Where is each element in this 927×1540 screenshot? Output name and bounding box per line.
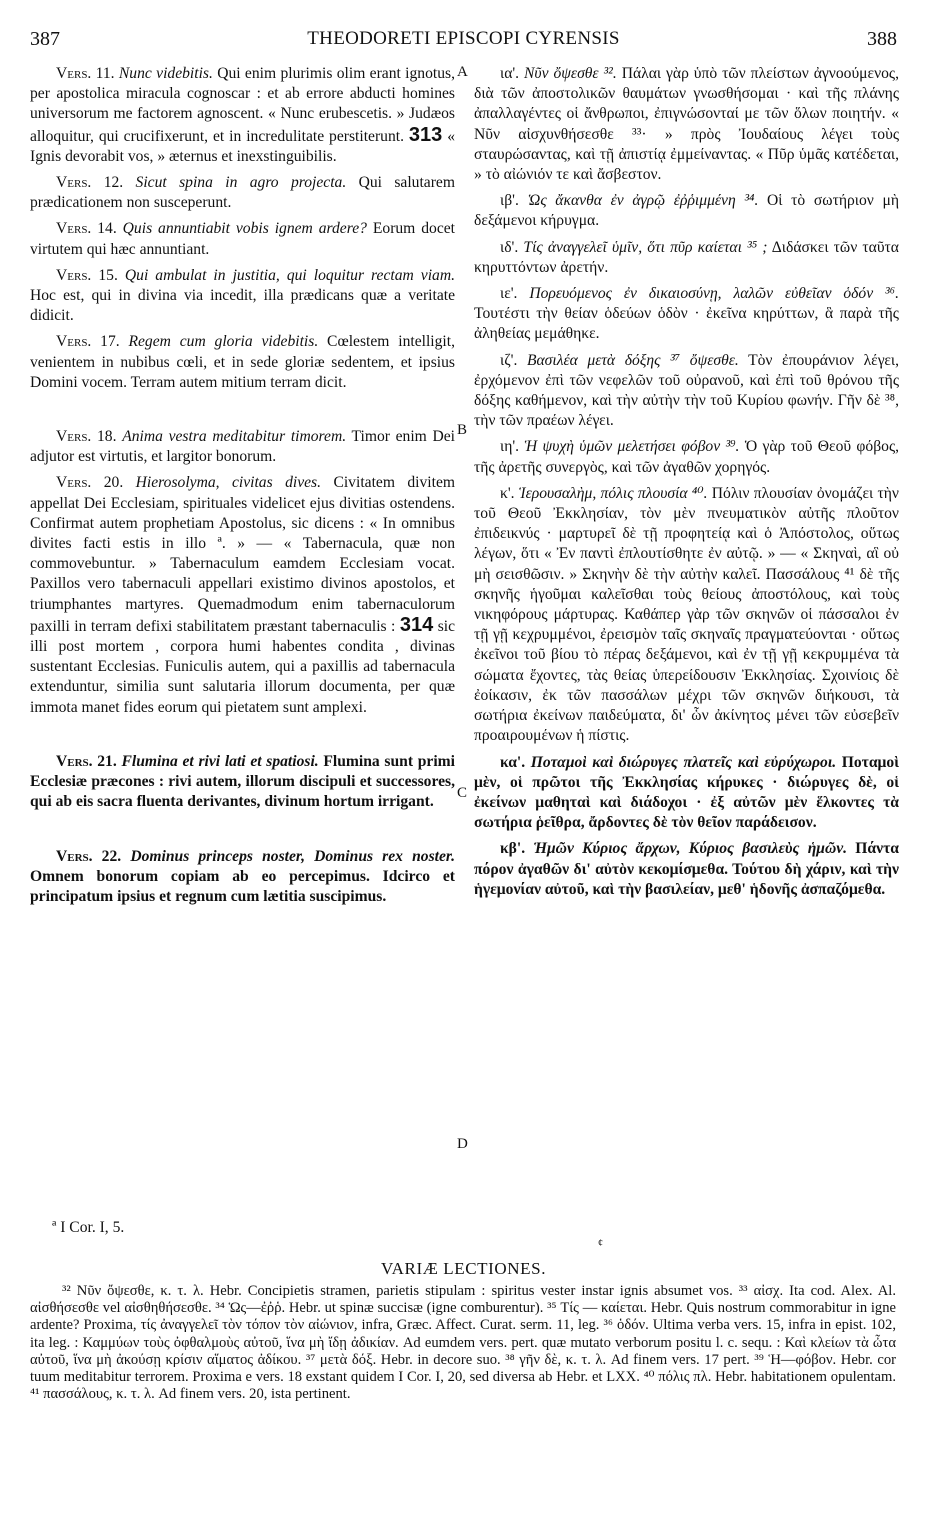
greek-verse-11: ια'. Νῦν ὄψεσθε ³². Πάλαι γὰρ ὑπὸ τῶν πλείστων ἀγνοούμενος, διὰ τῶν ἀποστολικῶν θαυμάτων γνωσθήσομαι · καὶ τῆς πλάνης ἀπαλλαγέντες οἱ ἄνθρωποι, ἐπιγνώσονταί με τῶν ὅλων ποιητήν. « Νῦν αἰσχυνθήσεσθε ³³· » πρὸς Ἰουδαίους λέγει τοὺς σταυρώσαντας, καὶ τῇ ἀπιστίᾳ ἐμμείναντας. « Πῦρ ὑμᾶς κατέδεται, » τὸ αἰώνιόν τε καὶ ἄσβεστον. [474, 65, 900, 184]
margin-letter-c: C [457, 785, 468, 801]
greek-verse-21: κα'. Ποταμοὶ καὶ διώρυγες πλατεῖς καὶ εὐρύχωροι. Ποταμοὶ μὲν, οἱ πρῶτοι τῆς Ἐκκλησίας κήρυκες · διώρυγες δὲ, οἱ ἐκείνων μαθηταὶ καὶ διάδοχοι · ἐξ αὐτῶν μὲν ἕλκοντες τὰ σωτήρια ῥεῖθρα, ἄρδοντες δὲ τὸν θεῖον παράδεισον. [474, 753, 900, 832]
latin-verse-11: Vers. 11. Nunc videbitis. Qui enim plurimis olim erant ignotus, per apostolica miracula cognoscar : et ab errore abducti homines universorum me factorem agnoscent. « Nunc erubescetis. » Judæos alloquitur, qui crucifixerunt, et in incredulitate perstiterunt. 313 « Ignis devorabit vos, » æternus et inexstinguibilis. [30, 65, 455, 165]
variae-lectiones-title: VARIÆ LECTIONES. [380, 1259, 547, 1278]
greek-verse-18: ιη'. Ἡ ψυχὴ ὑμῶν μελετήσει φόβον ³⁹. Ὁ γὰρ τοῦ Θεοῦ φόβος, τῆς ἀρετῆς συνεργὸς, καὶ τῶν ἀγαθῶν χορηγός. [474, 438, 900, 476]
margin-letter-b: B [457, 422, 468, 438]
margin-letter-a: A [457, 64, 468, 80]
greek-verse-22: κβ'. Ἡμῶν Κύριος ἄρχων, Κύριος βασιλεὺς ἡμῶν. Πάντα πόρον ἀγαθῶν δι' αὐτὸν κεκομίσμεθα. Τούτου δὴ χάριν, καὶ τὴν ἡγεμονίαν αὐτοῦ, καὶ τὴν βασιλείαν, μεθ' ἡδονῆς ἀσπαζόμεθα. [474, 840, 899, 898]
column-number-313: 313 [408, 123, 443, 146]
latin-footnote: ª I Cor. I, 5. [52, 1219, 125, 1236]
greek-verse-17: ιζ'. Βασιλέα μετὰ δόξης ³⁷ ὄψεσθε. Τὸν ἐπουράνιον λέγει, ἐρχόμενον ἐπὶ τῶν νεφελῶν τοῦ οὐρανοῦ, καὶ ἐπὶ τοῦ θρόνου τῆς δόξης καθήμενον, καὶ τὴν αὐτὴν τὴν τοῦ Κυρίου φωνήν. Γῆν δὲ ³⁸, τὴν τῶν πραέων λέγει. [474, 351, 899, 430]
latin-verse-22: Vers. 22. Dominus princeps noster, Dominus rex noster. Omnem bonorum copiam ab eo percepimus. Idcirco et principatum ipsius et regnum cum lætitia suscipimus. [30, 847, 455, 905]
greek-verse-12: ιβ'. Ὡς ἄκανθα ἐν ἀγρῷ ἐῤῥιμμένη ³⁴. Οἱ τὸ σωτήριον μὴ δεξάμενοι κήρυγμα. [474, 192, 899, 230]
latin-verse-21: Vers. 21. Flumina et rivi lati et spatiosi. Flumina sunt primi Ecclesiæ præcones : rivi autem, illorum discipuli et successores, qui ab eis sacra fluenta derivantes, divinum hortum irrigant. [30, 752, 455, 811]
latin-verse-17: Vers. 17. Regem cum gloria videbitis. Cœlestem intelligit, venientem in nubibus cœli, et in sede gloriæ sedentem, et ipsius Domini vocem. Terram autem mitium terram dicit. [30, 333, 455, 391]
margin-letter-d: D [457, 1136, 468, 1152]
column-number-314: 314 [399, 613, 434, 636]
latin-verse-18: Vers. 18. Anima vestra meditabitur timorem. Timor enim Dei adjutor est virtutis, et largitor bonorum. [30, 428, 456, 466]
latin-verse-20: Vers. 20. Hierosolyma, civitas dives. Civitatem divitem appellat Dei Ecclesiam, spirituales videlicet ejus divitias ostendens. Confirmat autem prophetiam Apostolus, sic dicens : « In omnibus divites facti estis in illo ª. » — « Tabernacula, quæ non commovebuntur. » Tabernaculum eamdem Ecclesiam vocat. Paxillos vero tabernaculi appellari existimo divinos apostolos, et triumphantes martyres. Quemadmodum enim tabernaculorum paxilli in terram defixi stabilitatem præstant tabernaculis : 314 sic illi post mortem , corpora humi habentes condita , divinas sustentant Ecclesias. Funiculis autem, qui a paxillis ad tabernacula extenduntur, similia sunt salutaria illorum documenta, per quæ immota manet fides eorum qui pietatem sunt amplexi. [30, 474, 456, 716]
latin-verse-12: Vers. 12. Sicut spina in agro projecta. Qui salutarem prædicationem non susceperunt. [30, 174, 455, 212]
running-title: THEODORETI EPISCOPI CYRENSIS [307, 28, 620, 49]
greek-verse-15: ιε'. Πορευόμενος ἐν δικαιοσύνῃ, λαλῶν εὐθεῖαν ὁδόν ³⁶. Τουτέστι τὴν θείαν ὁδεύων ὁδὸν · ἐκεῖνα κηρύττων, ἃ παρὰ τῆς ἀληθείας μεμάθηκε. [474, 285, 899, 343]
greek-column [474, 64, 899, 906]
latin-column [30, 64, 455, 913]
latin-verse-14: Vers. 14. Quis annuntiabit vobis ignem ardere? Eorum docet virtutem qui hæc annuntiant. [30, 220, 456, 258]
center-mark: ¢ [598, 1238, 603, 1249]
variae-lectiones-text: ³² Νῦν ὄψεσθε, κ. τ. λ. Hebr. Concipietis stramen, parietis stipulam : spiritus vester instar ignis absumet vos. ³³ αἰσχ. Ita cod. Alex. Al. αἰσθήσεσθε vel αἰσθηθήσεσθε. ³⁴ Ὡς—ἐῤῥ. Hebr. ut spinæ succisæ (igne comburentur). ³⁵ Τίς — καίεται. Hebr. Quis nostrum commorabitur in igne ardente? Proxima, τίς ἀναγγελεῖ τὸν τόπον τὸν αἰώνιον, infra, Græc. Affect. Curat. serm. 11, leg. ³⁶ ὁδόν. Ultima verba vers. 15, infra in epist. 102, ita leg. : Καμμύων τοὺς ὀφθαλμοὺς αὐτοῦ, ἵνα μὴ ἴδῃ ἀδικίαν. Ad eumdem vers. pert. quæ mutato verborum positu l. c. sequ. : Καὶ κλείων τὰ ὦτα αὐτοῦ, ἵνα μὴ ἀκούσῃ κρίσιν αἵματος ἀδίκου. ³⁷ μετὰ δόξ. Hebr. in decore suo. ³⁸ γῆν δὲ, κ. τ. λ. Ad finem vers. 17 pert. ³⁹ Ἡ—φόβον. Hebr. cor tuum meditabitur terrorem. Proxima e vers. 18 exstant quidem I Cor. I, 20, sed diversa ab Hebr. et LXX. ⁴⁰ πόλις πλ. Hebr. habitationem opulentam. ⁴¹ πασσάλους, κ. τ. λ. Ad finem vers. 20, ista pertinent. [30, 1283, 896, 1403]
page-header [30, 28, 897, 56]
greek-verse-14: ιδ'. Τίς ἀναγγελεῖ ὑμῖν, ὅτι πῦρ καίεται ³⁵ ; Διδάσκει τῶν ταῦτα κηρυττόντων ἀρετήν. [474, 238, 899, 276]
greek-verse-20: κ'. Ἱερουσαλὴμ, πόλις πλουσία ⁴⁰. Πόλιν πλουσίαν ὀνομάζει τὴν τοῦ Θεοῦ Ἐκκλησίαν, τὸν μὲν πνευματικὸν αὐτῆς πλοῦτον ἐπιδεικνύς · μαρτυρεῖ δὲ τῇ προφητείᾳ καὶ ὁ Ἀπόστολος, οὕτως λέγων, ὅτι « Ἐν παντὶ ἐπλουτίσθητε ἐν αὐτῷ. » — « Σκηναὶ, αἳ οὐ μὴ σεισθῶσιν. » Σκηνὴν δὲ τὴν αὐτὴν καλεῖ. Πασσάλους ⁴¹ δὲ τῆς σκηνῆς ἡγοῦμαι καλεῖσθαι τοὺς θείους ἀποστόλους, καὶ τοὺς νικηφόρους μάρτυρας. Καθάπερ γὰρ τῶν σκηνῶν οἱ πάσσαλοι ἐν τῇ γῇ κεχρυμμένοι, ἐρεισμὸν ταῖς σκηναῖς πραγματεύονται · οὕτως ἐκεῖνοι τοῦ βίου τὸ πέρας δεξάμενοι, καὶ ἐν τῇ γῇ κεκρυμμένα τὰ σώματα ἔχοντες, τὰς θείας ὑπερείδουσιν Ἐκκλησίας. Σχοινίοις δὲ ἐοίκασιν, ἐκ τῶν πασσάλων μέχρι τῶν σκηνῶν διήκουσι, τὰ σωτήρια ἐκείνων παιδεύματα, δι' ὧν ἀκίνητος μένει τῶν εὐσεβεῖν προαιρουμένων ἡ πίστις. [474, 484, 899, 745]
latin-verse-15: Vers. 15. Qui ambulat in justitia, qui loquitur rectam viam. Hoc est, qui in divina via incedit, illa prædicans quæ a veritate didicit. [30, 266, 455, 325]
right-page-number: 388 [867, 28, 897, 50]
left-page-number: 387 [30, 28, 60, 50]
